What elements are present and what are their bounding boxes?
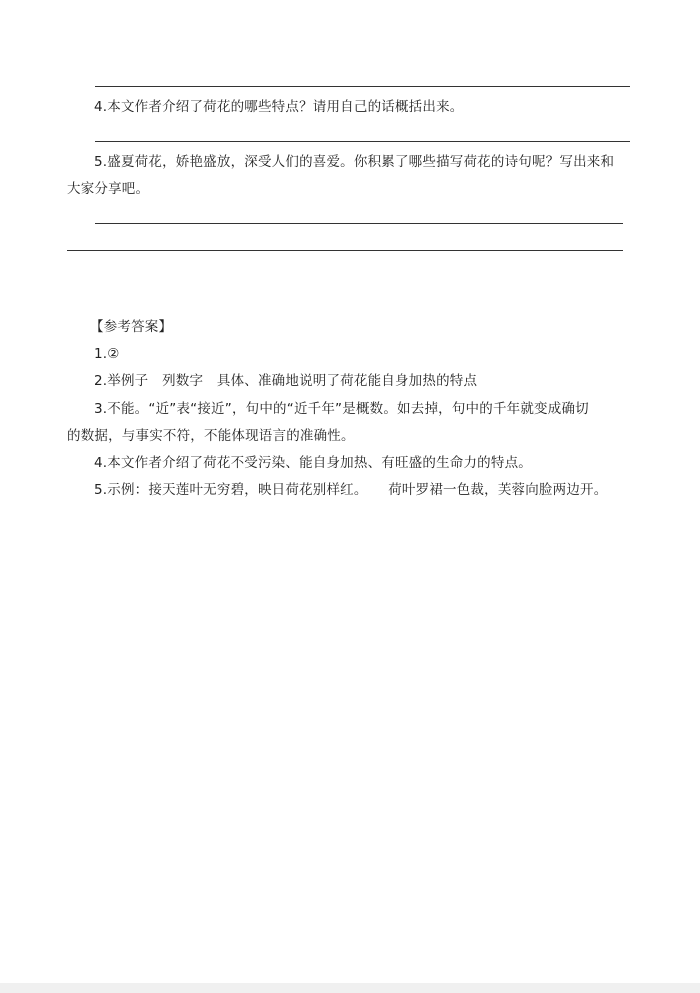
question-5-line-2: 大家分享吧。	[67, 181, 150, 197]
answer-2: 2.举例子 列数字 具体、准确地说明了荷花能自身加热的特点	[94, 373, 478, 389]
answer-line	[95, 86, 630, 87]
answer-key-heading: 【参考答案】	[90, 319, 173, 335]
question-4: 4.本文作者介绍了荷花的哪些特点？请用自己的话概括出来。	[94, 99, 464, 115]
answer-line	[67, 250, 623, 251]
answer-line	[95, 141, 630, 142]
answer-3-line-2: 的数据，与事实不符，不能体现语言的准确性。	[67, 428, 355, 444]
question-5-line-1: 5.盛夏荷花，娇艳盛放，深受人们的喜爱。你积累了哪些描写荷花的诗句呢？写出来和	[94, 154, 615, 170]
viewer-bottom-edge	[0, 983, 700, 993]
answer-5: 5.示例：接天莲叶无穷碧，映日荷花别样红。 荷叶罗裙一色裁，芙蓉向脸两边开。	[94, 482, 608, 498]
answer-line	[95, 223, 623, 224]
answer-3-line-1: 3.不能。“近”表“接近”，句中的“近千年”是概数。如去掉，句中的千年就变成确切	[94, 401, 589, 417]
answer-4: 4.本文作者介绍了荷花不受污染、能自身加热、有旺盛的生命力的特点。	[94, 455, 532, 471]
answer-1: 1.②	[94, 346, 120, 362]
